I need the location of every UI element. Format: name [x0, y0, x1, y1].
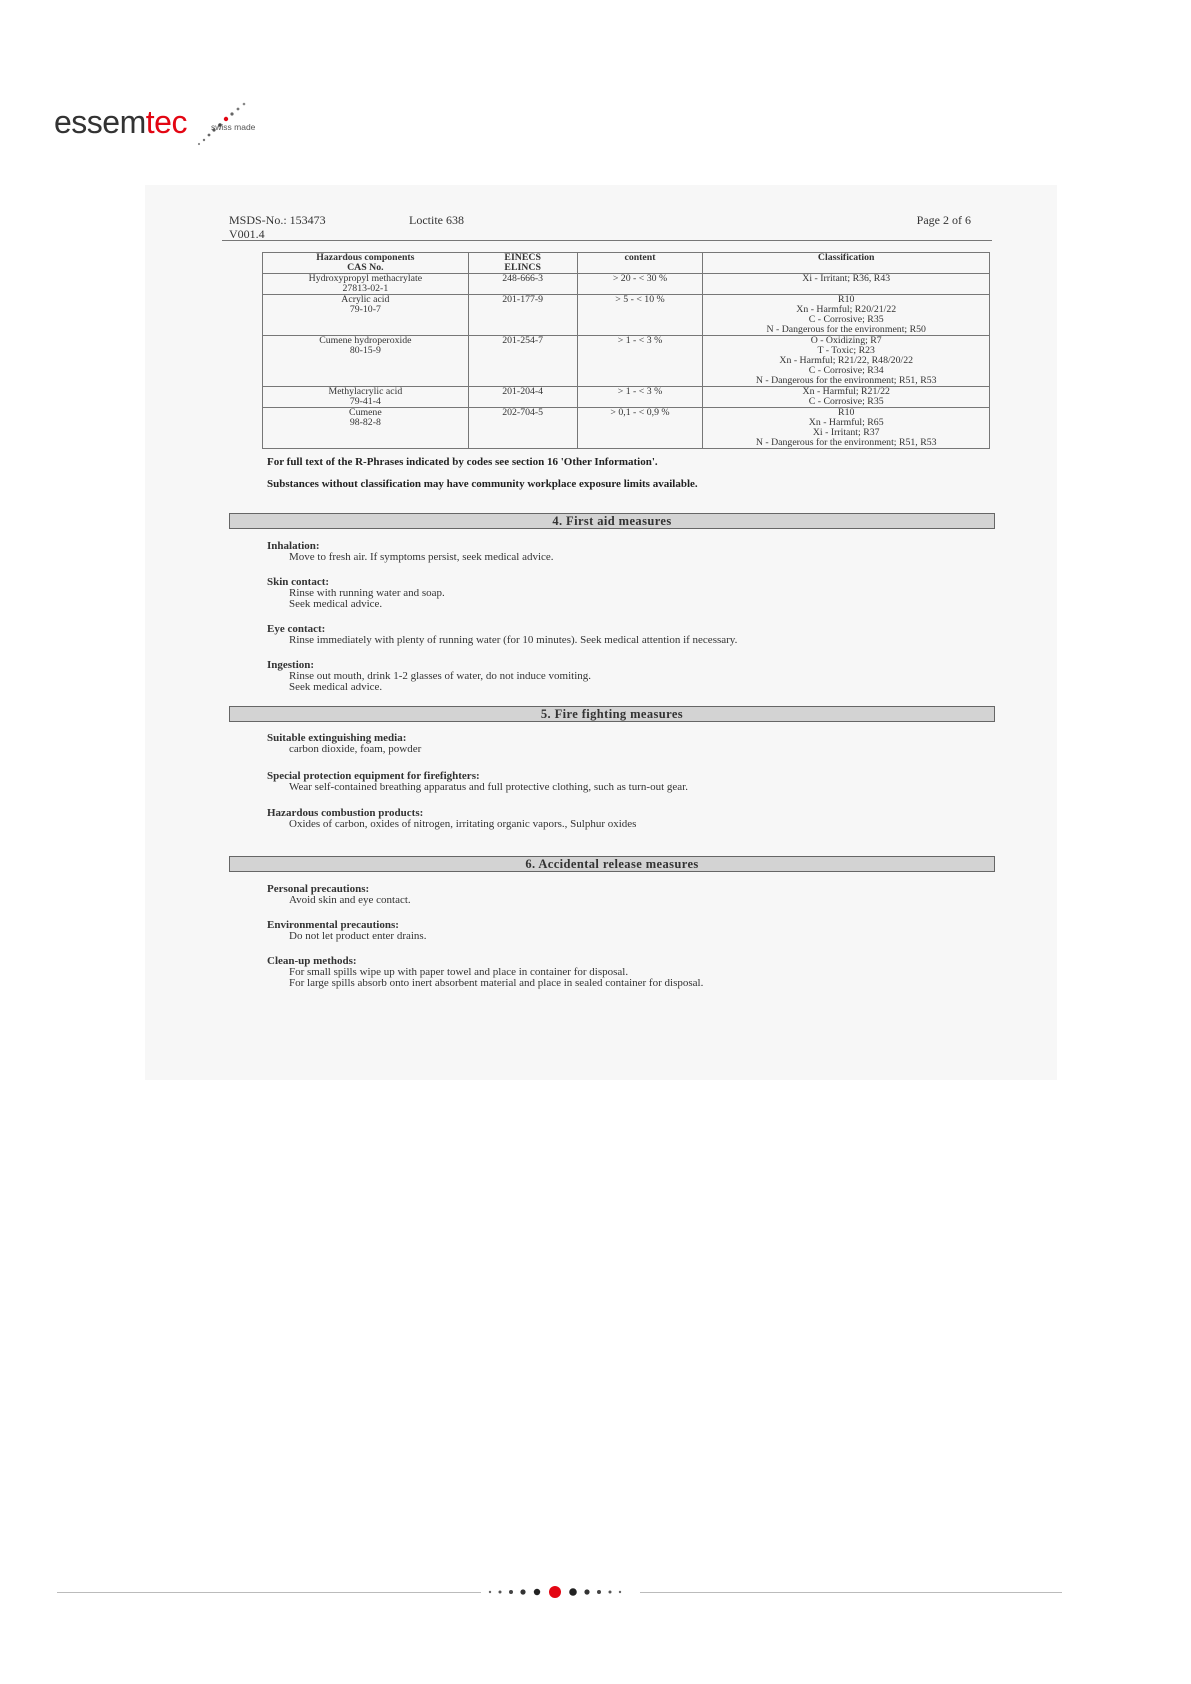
classification-cell: Xi - Irritant; R36, R43	[703, 274, 990, 295]
firefighter-equipment-block	[267, 771, 688, 793]
table-row	[263, 408, 990, 449]
logo-wordmark: essemtec	[54, 104, 187, 140]
footer-divider-right	[640, 1592, 1062, 1593]
cleanup-methods-text: For small spills wipe up with paper towel and place in container for disposal.	[289, 966, 629, 978]
inhalation-block	[267, 541, 554, 563]
classification-cell: Xn - Harmful; R21/22 C - Corrosive; R35	[703, 387, 990, 408]
footer-dots-icon	[486, 1581, 638, 1603]
extinguishing-media-text: carbon dioxide, foam, powder	[289, 743, 422, 755]
substances-note: Substances without classification may have community workplace exposure limits available.	[267, 478, 698, 490]
hazardous-components-table	[262, 252, 990, 449]
einecs-cell: 201-177-9	[468, 295, 577, 336]
cleanup-methods-block	[267, 956, 703, 989]
extinguishing-media-block	[267, 733, 421, 755]
einecs-cell: 201-204-4	[468, 387, 577, 408]
page-indicator: Page 2 of 6	[916, 213, 971, 227]
firefighter-equipment-label: Special protection equipment for firefighters:	[267, 770, 480, 782]
component-cell: Hydroxypropyl methacrylate 27813-02-1	[263, 274, 469, 295]
einecs-cell: 248-666-3	[468, 274, 577, 295]
skin-contact-text: Rinse with running water and soap.	[289, 587, 445, 599]
combustion-products-text: Oxides of carbon, oxides of nitrogen, irritating organic vapors., Sulphur oxides	[289, 818, 637, 830]
header-content: content	[577, 253, 703, 274]
logo-tagline: swiss made	[211, 122, 256, 132]
table-row	[263, 295, 990, 336]
eye-contact-block	[267, 624, 737, 646]
environmental-precautions-text: Do not let product enter drains.	[289, 930, 427, 942]
header-einecs: EINECS ELINCS	[468, 253, 577, 274]
combustion-products-label: Hazardous combustion products:	[267, 807, 424, 819]
einecs-cell: 202-704-5	[468, 408, 577, 449]
ingestion-label: Ingestion:	[267, 659, 315, 671]
inhalation-text: Move to fresh air. If symptoms persist, seek medical advice.	[289, 551, 554, 563]
ingestion-block	[267, 660, 591, 693]
personal-precautions-label: Personal precautions:	[267, 883, 370, 895]
table-row	[263, 336, 990, 387]
content-cell: > 5 - < 10 %	[577, 295, 703, 336]
inhalation-label: Inhalation:	[267, 540, 320, 552]
header-divider	[222, 240, 992, 241]
content-cell: > 20 - < 30 %	[577, 274, 703, 295]
eye-contact-text: Rinse immediately with plenty of running water (for 10 minutes). Seek medical attention if necessary.	[289, 634, 738, 646]
environmental-precautions-block	[267, 920, 426, 942]
einecs-cell: 201-254-7	[468, 336, 577, 387]
section-heading-first-aid: 4. First aid measures	[229, 513, 995, 529]
firefighter-equipment-text: Wear self-contained breathing apparatus and full protective clothing, such as turn-out gear.	[289, 781, 688, 793]
cleanup-methods-text: For large spills absorb onto inert absorbent material and place in sealed container for disposal.	[289, 977, 704, 989]
component-cell: Acrylic acid 79-10-7	[263, 295, 469, 336]
classification-cell: R10 Xn - Harmful; R20/21/22 C - Corrosive; R35 N - Dangerous for the environment; R50	[703, 295, 990, 336]
company-logo	[54, 100, 274, 160]
combustion-products-block	[267, 808, 636, 830]
environmental-precautions-label: Environmental precautions:	[267, 919, 399, 931]
rphrases-note: For full text of the R-Phrases indicated by codes see section 16 'Other Information'.	[267, 456, 658, 468]
table-row	[263, 387, 990, 408]
content-cell: > 1 - < 3 %	[577, 336, 703, 387]
table-header-row	[263, 253, 990, 274]
ingestion-text: Rinse out mouth, drink 1-2 glasses of water, do not induce vomiting.	[289, 670, 592, 682]
classification-cell: O - Oxidizing; R7 T - Toxic; R23 Xn - Harmful; R21/22, R48/20/22 C - Corrosive; R34 N - Dangerous for the environment; R51, R53	[703, 336, 990, 387]
extinguishing-media-label: Suitable extinguishing media:	[267, 732, 407, 744]
footer-divider-left	[57, 1592, 481, 1593]
skin-contact-block	[267, 577, 445, 610]
msds-number: MSDS-No.: 153473	[229, 213, 326, 227]
content-cell: > 0,1 - < 0,9 %	[577, 408, 703, 449]
component-cell: Cumene hydroperoxide 80-15-9	[263, 336, 469, 387]
eye-contact-label: Eye contact:	[267, 623, 326, 635]
version: V001.4	[229, 227, 265, 241]
personal-precautions-text: Avoid skin and eye contact.	[289, 894, 411, 906]
component-cell: Cumene 98-82-8	[263, 408, 469, 449]
product-name: Loctite 638	[409, 213, 464, 227]
header-classification: Classification	[703, 253, 990, 274]
cleanup-methods-label: Clean-up methods:	[267, 955, 357, 967]
header-component: Hazardous components CAS No.	[263, 253, 469, 274]
table-row	[263, 274, 990, 295]
skin-contact-label: Skin contact:	[267, 576, 330, 588]
classification-cell: R10 Xn - Harmful; R65 Xi - Irritant; R37 N - Dangerous for the environment; R51, R53	[703, 408, 990, 449]
personal-precautions-block	[267, 884, 411, 906]
content-cell: > 1 - < 3 %	[577, 387, 703, 408]
skin-contact-text: Seek medical advice.	[289, 598, 383, 610]
section-heading-fire-fighting: 5. Fire fighting measures	[229, 706, 995, 722]
ingestion-text: Seek medical advice.	[289, 681, 383, 693]
section-heading-accidental-release: 6. Accidental release measures	[229, 856, 995, 872]
component-cell: Methylacrylic acid 79-41-4	[263, 387, 469, 408]
